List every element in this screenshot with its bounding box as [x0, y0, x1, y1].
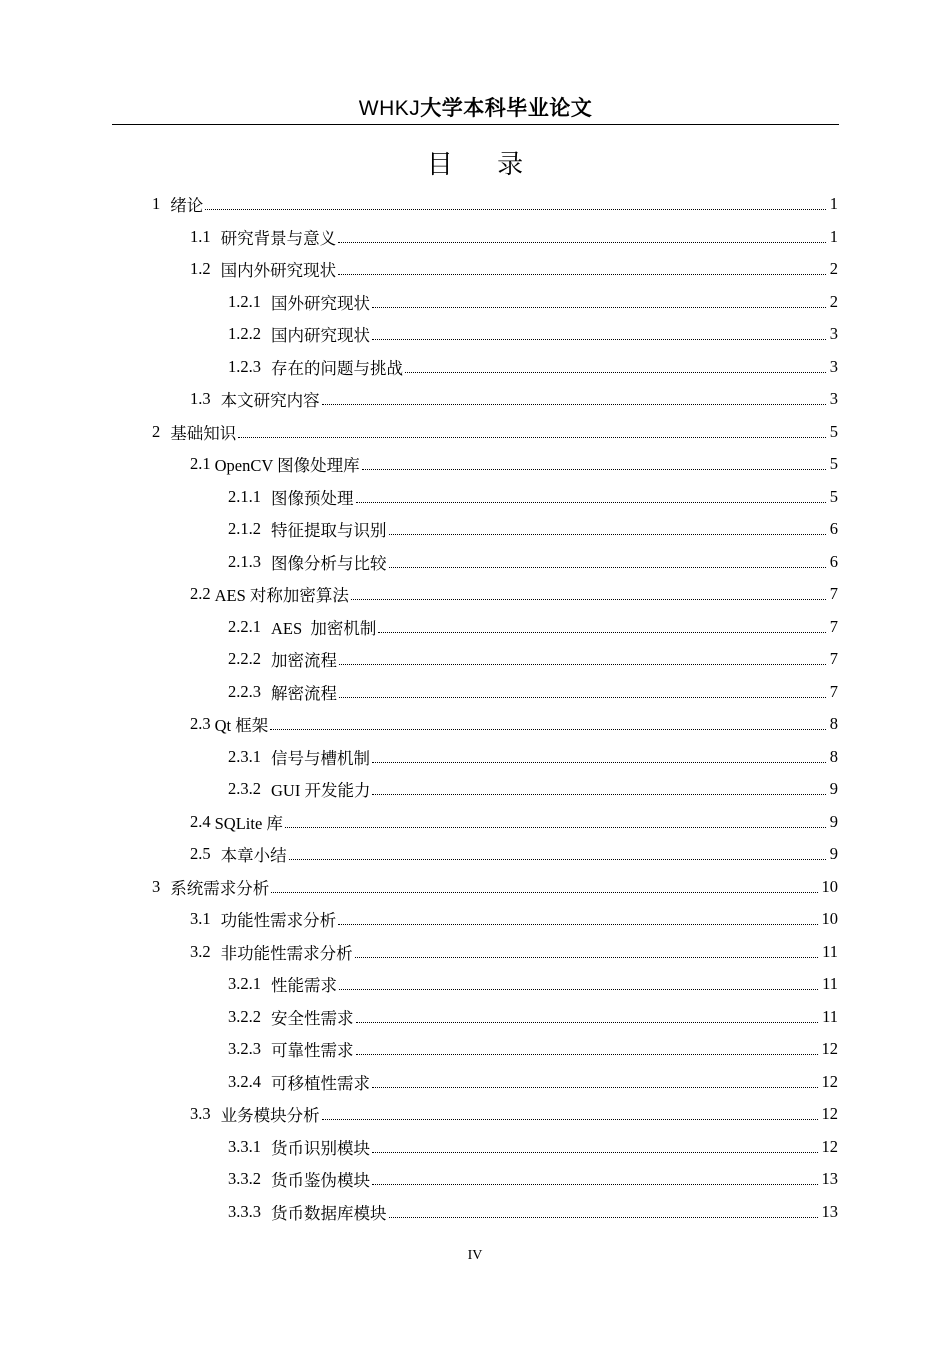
toc-entry[interactable] — [228, 1001, 838, 1033]
page-number: IV — [467, 1248, 483, 1263]
toc-entry-page: 9 — [829, 779, 838, 798]
toc-dot-leader — [322, 403, 826, 405]
toc-entry-label: 安全性需求 — [271, 1008, 354, 1028]
toc-entry-label: 系统需求分析 — [170, 878, 270, 898]
toc-entry-label: 特征提取与识别 — [271, 521, 387, 540]
toc-entry-number: 3.2.2 — [228, 1006, 261, 1026]
header-title-en: WHKJ — [358, 97, 421, 120]
toc-dot-leader — [285, 826, 826, 828]
toc-entry-page: 13 — [821, 1201, 838, 1221]
toc-entry-number: 2.1 — [190, 454, 211, 473]
toc-dot-leader — [389, 566, 826, 568]
toc-dot-leader — [372, 338, 826, 340]
toc-entry-page: 3 — [829, 324, 838, 343]
toc-entry[interactable] — [228, 1196, 838, 1228]
toc-entry-page: 6 — [829, 519, 838, 538]
toc-entry[interactable] — [228, 676, 838, 708]
toc-entry-label: 研究背景与意义 — [220, 228, 337, 248]
toc-entry[interactable] — [228, 1033, 838, 1065]
toc-entry-number: 1.3 — [190, 389, 211, 408]
toc-entry[interactable] — [190, 383, 838, 415]
toc-entry[interactable] — [190, 806, 838, 838]
toc-entry-page: 10 — [821, 876, 838, 896]
toc-entry[interactable] — [228, 481, 838, 513]
toc-entry[interactable] — [190, 253, 838, 285]
toc-dot-leader — [378, 631, 825, 633]
toc-entry[interactable] — [152, 188, 838, 220]
toc-entry-page: 11 — [822, 1006, 838, 1026]
toc-dot-leader — [338, 273, 826, 275]
toc-entry-number: 2.3.2 — [228, 779, 261, 798]
toc-entry-label: 功能性需求分析 — [220, 911, 337, 930]
toc-entry-number: 1.1 — [190, 226, 211, 246]
toc-entry-page: 9 — [829, 844, 838, 863]
toc-dot-leader — [372, 1086, 818, 1088]
toc-entry-page: 7 — [829, 616, 838, 636]
toc-dot-leader — [389, 1216, 818, 1218]
toc-entry-label: 国外研究现状 — [271, 293, 370, 313]
toc-dot-leader — [389, 533, 826, 535]
toc-entry-number: 2.1.1 — [228, 486, 261, 506]
toc-dot-leader — [238, 436, 826, 438]
toc-entry-label: Qt 框架 — [214, 716, 269, 735]
toc-entry[interactable] — [190, 936, 838, 968]
toc-entry-label: 业务模块分析 — [220, 1106, 320, 1125]
toc-dot-leader — [271, 891, 817, 893]
toc-dot-leader — [362, 468, 826, 470]
toc-dot-leader — [372, 761, 826, 763]
toc-entry-number: 3.3 — [190, 1104, 211, 1123]
toc-entry-label: 信号与槽机制 — [271, 748, 370, 768]
toc-entry-page: 11 — [822, 941, 838, 961]
toc-dot-leader — [339, 663, 826, 665]
toc-entry[interactable] — [190, 708, 838, 740]
toc-entry-label: 性能需求 — [271, 976, 337, 995]
toc-entry-number: 2.2.1 — [228, 616, 261, 636]
toc-entry[interactable] — [228, 1163, 838, 1195]
toc-entry-page: 2 — [829, 259, 838, 278]
toc-entry-label: 图像预处理 — [271, 488, 354, 508]
toc-dot-leader — [356, 1021, 819, 1023]
toc-entry-label: 国内研究现状 — [271, 326, 370, 345]
toc-entry-number: 2.3.1 — [228, 746, 261, 766]
toc-dot-leader — [405, 371, 826, 373]
toc-entry-label: 本章小结 — [220, 846, 287, 865]
toc-entry-label: 可靠性需求 — [271, 1041, 354, 1060]
toc-dot-leader — [355, 956, 818, 958]
toc-entry-page: 1 — [829, 226, 838, 246]
toc-entry[interactable] — [228, 546, 838, 578]
toc-entry-number: 2.1.3 — [228, 551, 261, 571]
toc-entry-page: 3 — [829, 389, 838, 408]
toc-entry-label: AES 加密机制 — [271, 618, 377, 638]
toc-entry-label: 可移植性需求 — [271, 1073, 370, 1093]
toc-dot-leader — [356, 501, 826, 503]
toc-entry-number: 1.2 — [190, 259, 211, 278]
toc-entry-page: 7 — [829, 584, 838, 603]
toc-dot-leader — [205, 208, 826, 210]
toc-dot-leader — [356, 1053, 818, 1055]
toc-entry-number: 2.4 — [190, 811, 211, 831]
toc-entry-page: 8 — [829, 714, 838, 733]
toc-entry-number: 2.5 — [190, 844, 211, 863]
toc-entry-number: 1.2.3 — [228, 356, 261, 376]
toc-entry-page: 2 — [829, 291, 838, 311]
toc-entry-page: 9 — [829, 811, 838, 831]
toc-dot-leader — [289, 858, 826, 860]
toc-entry[interactable] — [228, 318, 838, 350]
toc-entry[interactable] — [228, 286, 838, 318]
toc-entry-page: 12 — [821, 1136, 838, 1156]
toc-entry-number: 3.2.3 — [228, 1039, 261, 1058]
toc-dot-leader — [338, 923, 817, 925]
toc-entry[interactable] — [228, 351, 838, 383]
toc-entry[interactable] — [190, 838, 838, 870]
toc-entry-number: 3.3.3 — [228, 1201, 261, 1221]
toc-entry[interactable] — [152, 416, 838, 448]
toc-entry-label: 非功能性需求分析 — [220, 943, 353, 963]
toc-entry[interactable] — [190, 1098, 838, 1130]
toc-entry[interactable] — [228, 1131, 838, 1163]
toc-entry-page: 13 — [821, 1169, 838, 1188]
toc-entry-label: 基础知识 — [170, 423, 237, 443]
toc-entry-label: AES 对称加密算法 — [214, 586, 349, 605]
toc-entry-label: 绪论 — [170, 196, 204, 215]
toc-entry-label: SQLite 库 — [214, 813, 283, 833]
toc-entry-number: 2.2.3 — [228, 681, 261, 701]
toc-entry-number: 3.3.2 — [228, 1169, 261, 1188]
toc-entry-label: 货币鉴伪模块 — [271, 1171, 370, 1190]
toc-entry-label: 国内外研究现状 — [220, 261, 337, 280]
toc-entry-page: 5 — [829, 454, 838, 473]
toc-entry[interactable] — [228, 513, 838, 545]
toc-dot-leader — [322, 1118, 818, 1120]
toc-entry-number: 1.2.2 — [228, 324, 261, 343]
toc-entry-number: 2 — [152, 421, 161, 441]
toc-entry[interactable] — [228, 773, 838, 805]
toc-entry-number: 3.1 — [190, 909, 211, 928]
toc-entry[interactable] — [190, 221, 838, 253]
toc-entry-number: 3.2 — [190, 941, 211, 961]
toc-entry-number: 3.2.4 — [228, 1071, 261, 1091]
toc-entry-number: 1 — [152, 194, 161, 213]
toc-entry[interactable] — [228, 968, 838, 1000]
toc-entry-label: OpenCV 图像处理库 — [214, 456, 360, 475]
toc-entry-page: 1 — [829, 194, 838, 213]
toc-entry[interactable] — [228, 643, 838, 675]
toc-entry-number: 3 — [152, 876, 161, 896]
toc-dot-leader — [372, 1151, 818, 1153]
toc-dot-leader — [339, 696, 826, 698]
toc-entry-label: 加密流程 — [271, 651, 337, 670]
toc-entry-number: 2.1.2 — [228, 519, 261, 538]
header-title-cn: 大学本科毕业论文 — [420, 96, 593, 120]
toc-dot-leader — [372, 793, 825, 795]
toc-entry[interactable] — [190, 903, 838, 935]
toc-dot-leader — [270, 728, 826, 730]
toc-entry-number: 1.2.1 — [228, 291, 261, 311]
toc-entry-number: 3.3.1 — [228, 1136, 261, 1156]
header-rule — [112, 124, 839, 125]
toc-entry-number: 3.2.1 — [228, 974, 261, 993]
toc-dot-leader — [339, 988, 818, 990]
toc-entry-page: 11 — [822, 974, 838, 993]
toc-entry[interactable] — [190, 578, 838, 610]
running-header — [112, 92, 839, 122]
toc-entry[interactable] — [228, 611, 838, 643]
toc-dot-leader — [338, 241, 826, 243]
toc-entry[interactable] — [152, 871, 838, 903]
toc-dot-leader — [372, 306, 826, 308]
toc-entry-page: 8 — [829, 746, 838, 766]
toc-entry-label: 解密流程 — [271, 683, 337, 703]
toc-entry-page: 7 — [829, 681, 838, 701]
toc-entry-label: 存在的问题与挑战 — [271, 358, 403, 378]
toc-entry-label: 货币数据库模块 — [271, 1203, 387, 1223]
toc-entry[interactable] — [228, 741, 838, 773]
toc-entry[interactable] — [228, 1066, 838, 1098]
toc-entry-page: 12 — [821, 1039, 838, 1058]
toc-entry-label: 货币识别模块 — [271, 1138, 370, 1158]
toc-entry-number: 2.3 — [190, 714, 211, 733]
toc-entry-label: 图像分析与比较 — [271, 553, 387, 573]
toc-entry-page: 5 — [829, 486, 838, 506]
toc-entry-page: 6 — [829, 551, 838, 571]
toc-entry-page: 7 — [829, 649, 838, 668]
toc-entry[interactable] — [190, 448, 838, 480]
toc-entry-page: 10 — [821, 909, 838, 928]
toc-title: 目 录 — [426, 150, 542, 180]
toc-entry-number: 2.2 — [190, 584, 211, 603]
toc-entry-page: 12 — [821, 1104, 838, 1123]
toc-dot-leader — [351, 598, 826, 600]
toc-entry-number: 2.2.2 — [228, 649, 261, 668]
toc-entry-page: 3 — [829, 356, 838, 376]
toc-dot-leader — [372, 1183, 818, 1185]
toc-entry-page: 5 — [829, 421, 838, 441]
toc-entry-label: 本文研究内容 — [220, 391, 320, 410]
toc-entry-label: GUI 开发能力 — [271, 781, 371, 800]
toc-entry-page: 12 — [821, 1071, 838, 1091]
